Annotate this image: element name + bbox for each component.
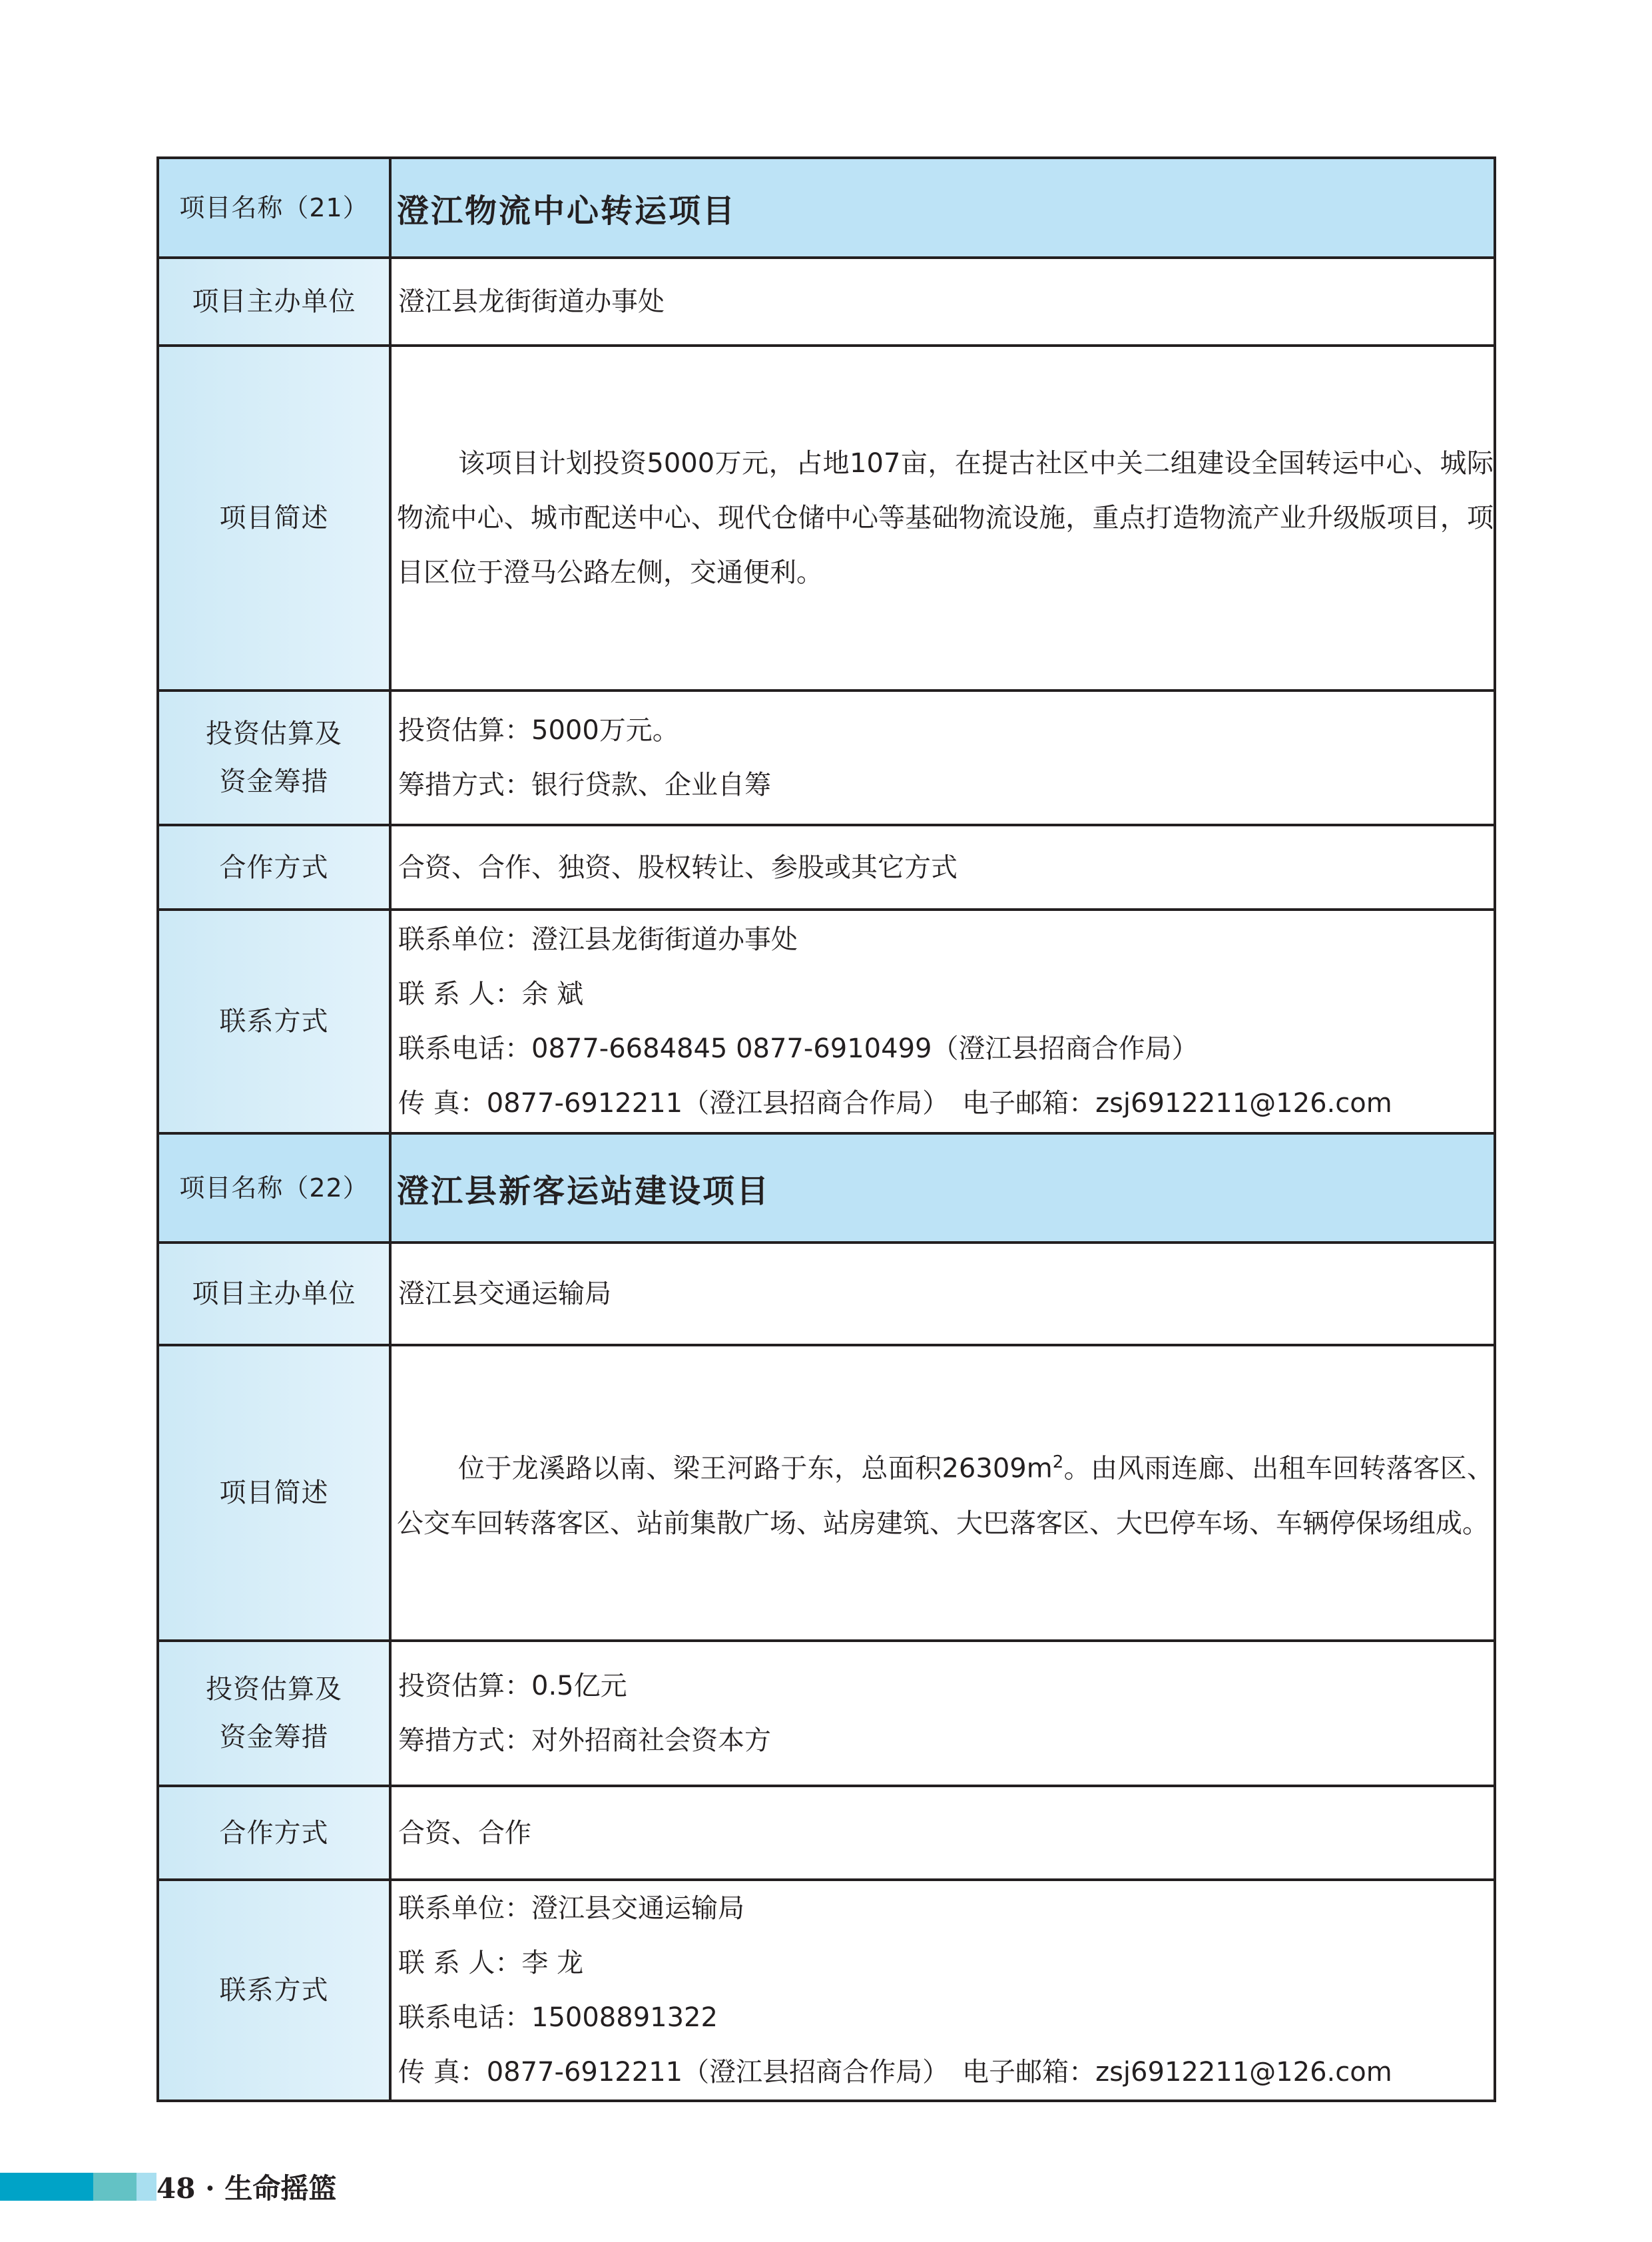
contact-phone: 联系电话：15008891322 [398,2002,718,2033]
sponsor-row [158,258,1495,346]
contact-label: 联系方式 [158,1880,390,2101]
contact-fax-email [398,2045,1491,2100]
cooperation-row [158,1786,1495,1880]
investment-row [158,691,1495,825]
investment-label-line2: 资金筹措 [219,1722,329,1753]
contact-fax-email [398,1076,1491,1131]
project-table-22 [156,1132,1496,2102]
contact-value [390,910,1495,1133]
funding-method: 筹措方式：对外招商社会资本方 [398,1725,771,1756]
sponsor-label: 项目主办单位 [158,258,390,346]
description-row [158,1345,1495,1641]
investment-estimate: 投资估算：5000万元。 [398,715,679,746]
investment-value [390,691,1495,825]
page-number: 48 [156,2172,196,2205]
contact-label: 联系方式 [158,910,390,1133]
publication-title: 生命摇篮 [224,2172,337,2205]
footer-accent-bar-3 [137,2173,156,2201]
description-text-a: 位于龙溪路以南、梁王河路于东，总面积26309m [458,1453,1053,1484]
investment-label-line2: 资金筹措 [219,766,329,797]
project-name-row [158,1133,1495,1243]
investment-estimate: 投资估算：0.5亿元 [398,1671,627,1701]
investment-value [390,1641,1495,1786]
cooperation-row [158,825,1495,910]
contact-email: 电子邮箱：zsj6912211@126.com [962,2057,1392,2088]
investment-label-line1: 投资估算及 [206,1674,342,1705]
contact-fax: 传 真：0877-6912211（澄江县招商合作局） [398,2057,950,2088]
footer-separator: · [205,2172,215,2205]
funding-method: 筹措方式：银行贷款、企业自筹 [398,770,771,800]
description-label: 项目简述 [158,1345,390,1641]
description-label: 项目简述 [158,346,390,691]
description-text [390,1345,1495,1641]
cooperation-label: 合作方式 [158,1786,390,1880]
description-text-b: 。由风雨连廊、出租车回转落客区、公交车回转落客区、站前集散广场、站房建筑、大巴落客区、大巴停车场、车辆停保场组成。 [397,1453,1494,1539]
footer-accent-bar [0,2173,93,2201]
project-name-label: 项目名称（21） [158,158,390,258]
contact-row [158,910,1495,1133]
investment-row [158,1641,1495,1786]
cooperation-value: 合资、合作、独资、股权转让、参股或其它方式 [390,825,1495,910]
footer-accent-bar-2 [93,2173,137,2201]
contact-fax: 传 真：0877-6912211（澄江县招商合作局） [398,1088,950,1119]
contact-phone: 联系电话：0877-6684845 0877-6910499（澄江县招商合作局） [398,1033,1199,1064]
investment-label [158,691,390,825]
sponsor-label: 项目主办单位 [158,1243,390,1345]
contact-person: 联 系 人：余 斌 [398,979,584,1009]
description-row [158,346,1495,691]
project-name-row [158,158,1495,258]
contact-value [390,1880,1495,2101]
contact-email: 电子邮箱：zsj6912211@126.com [962,1088,1392,1119]
contact-unit: 联系单位：澄江县交通运输局 [398,1893,744,1924]
sponsor-row [158,1243,1495,1345]
cooperation-value: 合资、合作 [390,1786,1495,1880]
project-name: 澄江物流中心转运项目 [390,158,1495,258]
cooperation-label: 合作方式 [158,825,390,910]
sponsor-value: 澄江县龙街街道办事处 [390,258,1495,346]
contact-unit: 联系单位：澄江县龙街街道办事处 [398,924,798,955]
contact-person: 联 系 人：李 龙 [398,1948,584,1978]
area-unit-superscript: 2 [1052,1452,1064,1473]
project-name: 澄江县新客运站建设项目 [390,1133,1495,1243]
contact-row [158,1880,1495,2101]
project-name-label: 项目名称（22） [158,1133,390,1243]
project-table-21 [156,156,1496,1135]
investment-label [158,1641,390,1786]
sponsor-value: 澄江县交通运输局 [390,1243,1495,1345]
description-text: 该项目计划投资5000万元，占地107亩，在提古社区中关二组建设全国转运中心、城际物流中心、城市配送中心、现代仓储中心等基础物流设施，重点打造物流产业升级版项目，项目区位于澄马公路左侧，交通便利。 [390,346,1495,691]
investment-label-line1: 投资估算及 [206,718,342,749]
page-footer [156,2167,336,2207]
